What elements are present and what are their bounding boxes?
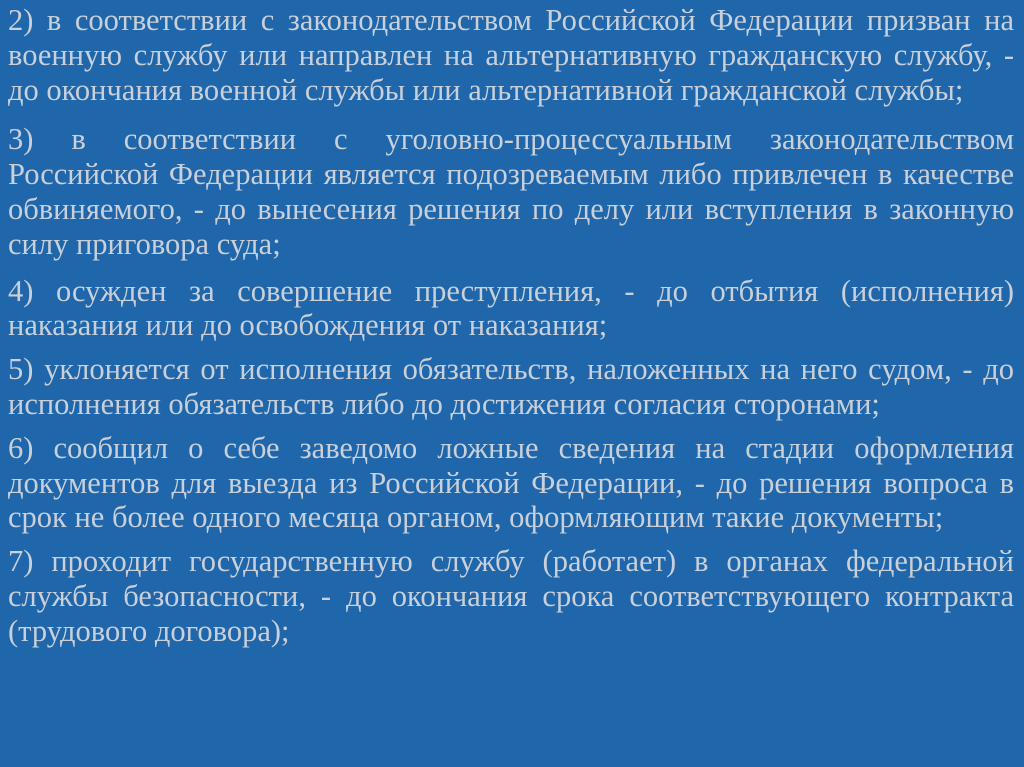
list-item-6: 6) сообщил о себе заведомо ложные сведения на стадии оформления документов для выезда из Российской Федерации, - до решения вопроса в срок не более одного месяца органом, оформляющим такие документы; — [8, 430, 1014, 535]
list-item-7: 7) проходит государственную службу (работает) в органах федеральной службы безопасности, - до окончания срока соответствующего контракта (трудового договора); — [8, 544, 1014, 648]
list-item-3: 3) в соответствии с уголовно-процессуальным законодательством Российской Федерации является подозреваемым либо привлечен в качестве обвиняемого, - до вынесения решения по делу или вступления в законную силу приговора суда; — [8, 122, 1014, 261]
list-item-2: 2) в соответствии с законодательством Российской Федерации призван на военную службу или направлен на альтернативную гражданскую службу, - до окончания военной службы или альтернативной гражданской службы; — [8, 3, 1014, 107]
list-item-4: 4) осужден за совершение преступления, - до отбытия (исполнения) наказания или до освобождения от наказания; — [8, 273, 1014, 343]
slide-body — [8, 0, 1014, 767]
list-item-5: 5) уклоняется от исполнения обязательств, наложенных на него судом, - до исполнения обязательств либо до достижения согласия сторонами; — [8, 352, 1014, 421]
